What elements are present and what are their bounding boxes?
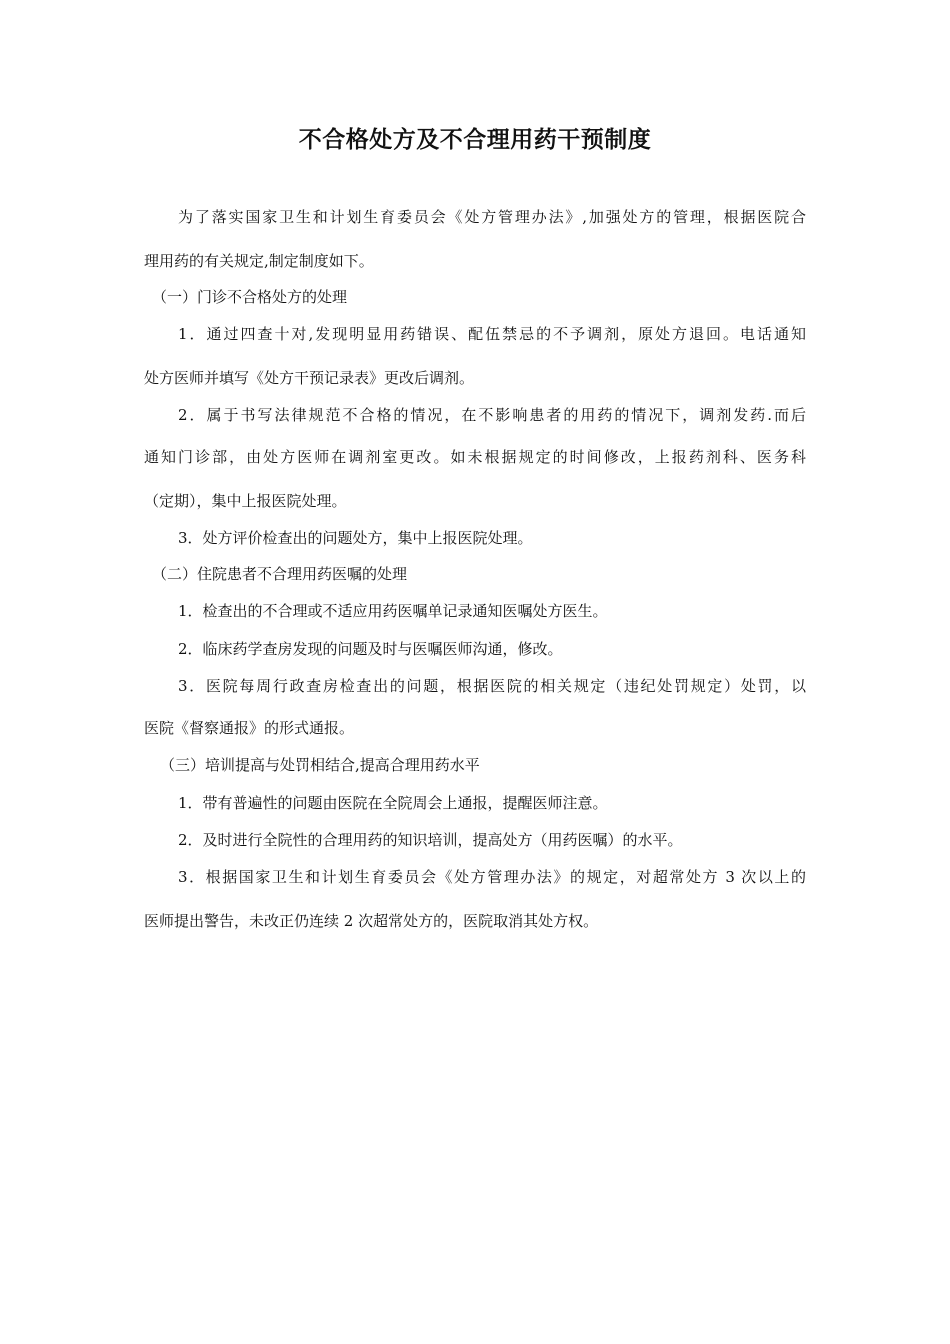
section-1-item-2-line-3: （定期），集中上报医院处理。 [144,492,347,510]
section-2-item-1-line-1: 1．检查出的不合理或不适应用药医嘱单记录通知医嘱处方医生。 [178,602,608,620]
section-1-item-3-line-1: 3．处方评价检查出的问题处方，集中上报医院处理。 [178,529,533,547]
section-3-item-3-line-1: 3．根据国家卫生和计划生育委员会《处方管理办法》的规定，对超常处方 3 次以上的 [178,868,806,886]
document-title: 不合格处方及不合理用药干预制度 [298,127,652,153]
section-3-item-2-line-1: 2．及时进行全院性的合理用药的知识培训，提高处方（用药医嘱）的水平。 [178,831,683,849]
section-2-item-3-line-2: 医院《督察通报》的形式通报。 [144,719,355,737]
section-1-item-2-line-1: 2．属于书写法律规范不合格的情况，在不影响患者的用药的情况下，调剂发药.而后 [178,406,806,424]
section-1-item-1-line-1: 1．通过四查十对,发现明显用药错误、配伍禁忌的不予调剂，原处方退回。电话通知 [178,325,806,343]
intro-line-1: 为了落实国家卫生和计划生育委员会《处方管理办法》,加强处方的管理，根据医院合 [178,208,806,226]
section-1-item-1-line-2: 处方医师并填写《处方干预记录表》更改后调剂。 [144,369,475,387]
section-2-heading: （二）住院患者不合理用药医嘱的处理 [152,565,408,583]
section-1-heading: （一）门诊不合格处方的处理 [152,288,348,306]
section-3-item-1-line-1: 1．带有普遍性的问题由医院在全院周会上通报，提醒医师注意。 [178,794,608,812]
section-2-item-2-line-1: 2．临床药学查房发现的问题及时与医嘱医师沟通，修改。 [178,640,563,658]
intro-line-2: 理用药的有关规定,制定制度如下。 [144,252,374,270]
section-2-item-3-line-1: 3．医院每周行政查房检查出的问题，根据医院的相关规定（违纪处罚规定）处罚，以 [178,677,806,695]
section-1-item-2-line-2: 通知门诊部，由处方医师在调剂室更改。如未根据规定的时间修改，上报药剂科、医务科 [144,448,806,466]
section-3-heading: （三）培训提高与处罚相结合,提高合理用药水平 [160,756,480,774]
section-3-item-3-line-2: 医师提出警告，未改正仍连续 2 次超常处方的，医院取消其处方权。 [144,912,599,930]
